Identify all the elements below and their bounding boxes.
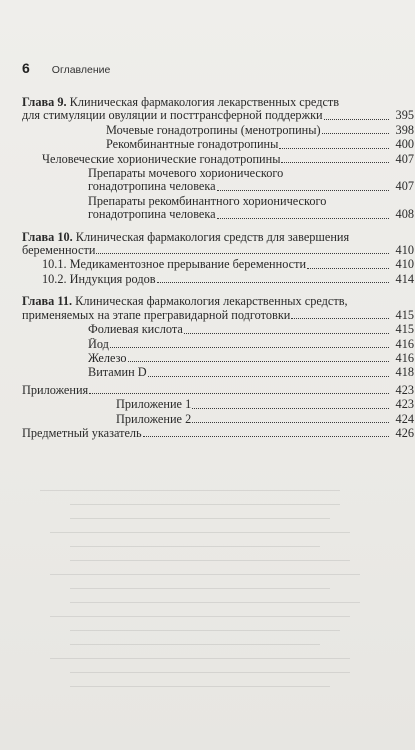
entry-line [106,124,414,137]
dot-leader [110,347,389,348]
chapter-title-line-2 [22,309,414,322]
chapter-title-text: Клиническая фармакология лекарственных средств [66,95,340,109]
page-number: 6 [22,60,30,76]
page-ref: 415 [395,322,414,337]
dot-leader [157,282,389,283]
page-header [22,60,110,76]
toc-entry [22,413,414,426]
toc-chapter [22,295,414,322]
entry-text: Приложения [22,383,89,397]
entry-text: Железо [88,351,127,365]
dot-leader [291,318,389,319]
toc-entry [22,167,414,194]
chapter-title-line-1 [22,231,414,244]
entry-text: Рекомбинантные гонадотропины [106,138,279,152]
dot-leader [96,253,389,254]
entry-line [42,153,414,166]
chapter-title-text: применяемых на этапе прегравидарной подготовки [22,308,291,322]
page-ref: 416 [395,336,414,351]
page-ref: 407 [395,179,414,194]
running-title: Оглавление [51,64,111,76]
toc-entry [22,323,414,336]
dot-leader [307,268,389,269]
toc-entry [22,153,414,166]
page-ref: 395 [395,108,414,123]
toc-entry [22,384,414,397]
chapter-label: Глава 9. [22,95,67,109]
dot-leader [128,361,389,362]
show-through-line [70,644,320,645]
page-ref: 423 [395,397,414,412]
toc-entry [22,138,414,151]
dot-leader [217,190,389,191]
toc-entry [22,195,414,222]
page-ref: 418 [395,365,414,380]
entry-line [106,138,414,151]
entry-text: 10.2. Индукция родов [42,272,156,286]
chapter-title-text: Клиническая фармакология лекарственных средств, [72,294,348,309]
page-ref: 424 [395,411,414,426]
show-through-line [70,504,340,505]
dot-leader [192,422,389,423]
entry-line [88,323,414,336]
chapter-title-text: Клиническая фармакология средств для завершения [72,229,350,244]
entry-text: гонадотропина человека [88,208,216,222]
entry-text: Предметный указатель [22,426,142,440]
chapter-title-line-1 [22,295,414,308]
entry-line [42,273,414,286]
entry-line [88,366,414,379]
show-through-line [70,686,330,687]
chapter-label: Глава 10. [22,229,73,244]
chapter-label: Глава 11. [22,294,73,309]
dot-leader [184,333,389,334]
toc-entry [22,273,414,286]
page-ref: 407 [395,151,414,166]
entry-line [88,338,414,351]
entry-text: Приложение 1 [116,398,192,412]
toc-chapter [22,96,414,123]
page-ref: 410 [395,257,414,272]
show-through-line [70,560,350,561]
page-ref: 415 [395,307,414,322]
show-through-line [70,588,330,589]
dot-leader [217,218,389,219]
entry-line [88,352,414,365]
chapter-title-line-2 [22,244,414,257]
dot-leader [89,393,389,394]
dot-leader [281,162,389,163]
toc-entry [22,398,414,411]
page-ref: 408 [395,207,414,222]
entry-line-1: Препараты рекомбинантного хорионического [88,193,327,208]
show-through-line [50,616,350,617]
table-of-contents [22,96,414,440]
entry-text: Витамин D [88,366,147,380]
show-through-line [50,574,360,575]
show-through-line [50,532,350,533]
page-ref: 400 [395,137,414,152]
show-through-line [50,658,350,659]
show-through-line [70,518,330,519]
toc-entry [22,124,414,137]
page-ref: 414 [395,271,414,286]
show-through-line [70,630,340,631]
page-ref: 423 [395,382,414,397]
chapter-title-line-1 [22,96,414,109]
dot-leader [143,436,389,437]
dot-leader [324,119,389,120]
toc-entry [22,352,414,365]
toc-entry [22,366,414,379]
page-ref: 398 [395,122,414,137]
entry-line [42,258,414,271]
entry-line [22,384,414,397]
entry-text: Йод [88,337,109,351]
entry-line [116,398,414,411]
entry-line-1: Препараты мочевого хорионического [88,166,284,181]
page-ref: 410 [395,243,414,258]
toc-entry [22,427,414,440]
entry-text: 10.1. Медикаментозное прерывание беременности [42,258,307,272]
page-ref: 426 [395,425,414,440]
entry-text: Фолиевая кислота [88,323,183,337]
entry-line [22,427,414,440]
show-through-line [70,602,360,603]
entry-text: гонадотропина человека [88,180,216,194]
dot-leader [322,133,389,134]
show-through-line [40,490,340,491]
entry-line-2 [88,180,414,193]
show-through-line [70,672,350,673]
dot-leader [192,408,389,409]
chapter-title-text: беременности [22,244,96,258]
chapter-title-line-2 [22,109,414,122]
dot-leader [279,148,389,149]
entry-text: Приложение 2 [116,412,192,426]
dot-leader [148,376,389,377]
entry-text: Человеческие хорионические гонадотропины [42,152,281,166]
page-ref: 416 [395,350,414,365]
toc-entry [22,338,414,351]
show-through-line [70,546,320,547]
toc-chapter [22,231,414,258]
entry-line [116,413,414,426]
entry-text: Мочевые гонадотропины (менотропины) [106,123,321,137]
entry-line-2 [88,208,414,221]
toc-entry [22,258,414,271]
chapter-title-text: для стимуляции овуляции и посттрансферной поддержки [22,109,323,123]
